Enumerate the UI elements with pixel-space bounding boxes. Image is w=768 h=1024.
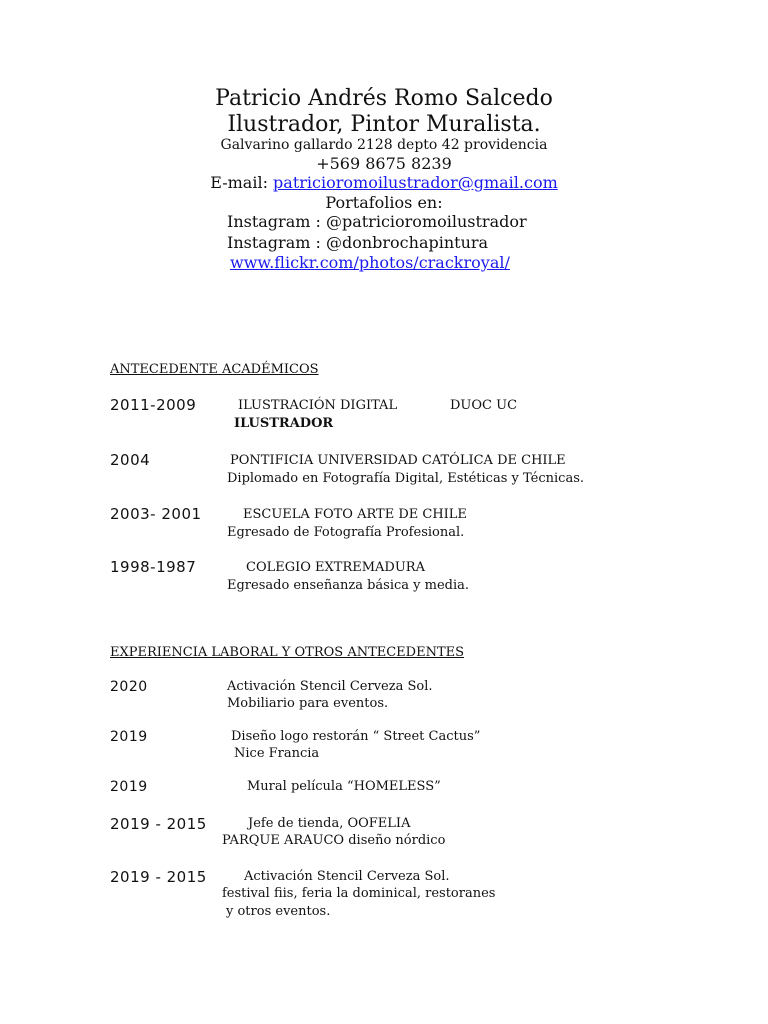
section-academic-title: ANTECEDENTE ACADÉMICOS bbox=[110, 362, 319, 377]
email-link[interactable]: patricioromoilustrador@gmail.com bbox=[273, 173, 558, 192]
experience-year: 2019 - 2015 bbox=[110, 815, 207, 833]
experience-year: 2020 bbox=[110, 679, 148, 695]
academic-line1: ESCUELA FOTO ARTE DE CHILE bbox=[243, 507, 467, 522]
academic-line1: PONTIFICIA UNIVERSIDAD CATÓLICA DE CHILE bbox=[230, 453, 566, 468]
experience-line1: Diseño logo restorán “ Street Cactus” bbox=[231, 729, 481, 744]
academic-line1: COLEGIO EXTREMADURA bbox=[246, 560, 425, 575]
phone: +569 8675 8239 bbox=[316, 154, 452, 173]
experience-line1: Activación Stencil Cerveza Sol. bbox=[227, 679, 433, 694]
experience-line2: Mobiliario para eventos. bbox=[227, 696, 389, 711]
experience-line1: Mural película “HOMELESS” bbox=[247, 779, 441, 794]
experience-line2: festival fiis, feria la dominical, restoranes bbox=[222, 886, 496, 901]
experience-line3: y otros eventos. bbox=[226, 904, 331, 919]
experience-year: 2019 bbox=[110, 779, 148, 795]
experience-line2: PARQUE ARAUCO diseño nórdico bbox=[222, 833, 446, 848]
instagram-1: Instagram : @patricioromoilustrador bbox=[227, 212, 527, 231]
experience-year: 2019 bbox=[110, 729, 148, 745]
cv-name: Patricio Andrés Romo Salcedo bbox=[215, 86, 553, 111]
section-experience-title: EXPERIENCIA LABORAL Y OTROS ANTECEDENTES bbox=[110, 645, 465, 660]
email-label: E-mail: bbox=[210, 173, 274, 192]
flickr-link[interactable]: www.flickr.com/photos/crackroyal/ bbox=[230, 253, 510, 272]
academic-year: 2004 bbox=[110, 451, 151, 469]
experience-year: 2019 - 2015 bbox=[110, 868, 207, 886]
experience-line1: Activación Stencil Cerveza Sol. bbox=[244, 869, 450, 884]
address: Galvarino gallardo 2128 depto 42 providencia bbox=[220, 137, 548, 153]
academic-line2: Diplomado en Fotografía Digital, Estéticas y Técnicas. bbox=[227, 471, 584, 486]
academic-line2: Egresado enseñanza básica y media. bbox=[227, 578, 470, 593]
academic-line2: Egresado de Fotografía Profesional. bbox=[227, 525, 465, 540]
academic-line1: ILUSTRACIÓN DIGITAL bbox=[238, 398, 398, 413]
portfolio-label: Portafolios en: bbox=[325, 193, 443, 212]
experience-line1: Jefe de tienda, OOFELIA bbox=[248, 816, 411, 831]
instagram-2: Instagram : @donbrochapintura bbox=[227, 233, 489, 252]
academic-line2: ILUSTRADOR bbox=[234, 416, 334, 431]
academic-year: 2011-2009 bbox=[110, 396, 197, 414]
academic-line1b: DUOC UC bbox=[450, 398, 518, 413]
cv-role: Ilustrador, Pintor Muralista. bbox=[227, 112, 541, 137]
academic-year: 2003- 2001 bbox=[110, 505, 202, 523]
academic-year: 1998-1987 bbox=[110, 558, 197, 576]
email-line bbox=[0, 173, 768, 192]
experience-line2: Nice Francia bbox=[234, 746, 320, 761]
